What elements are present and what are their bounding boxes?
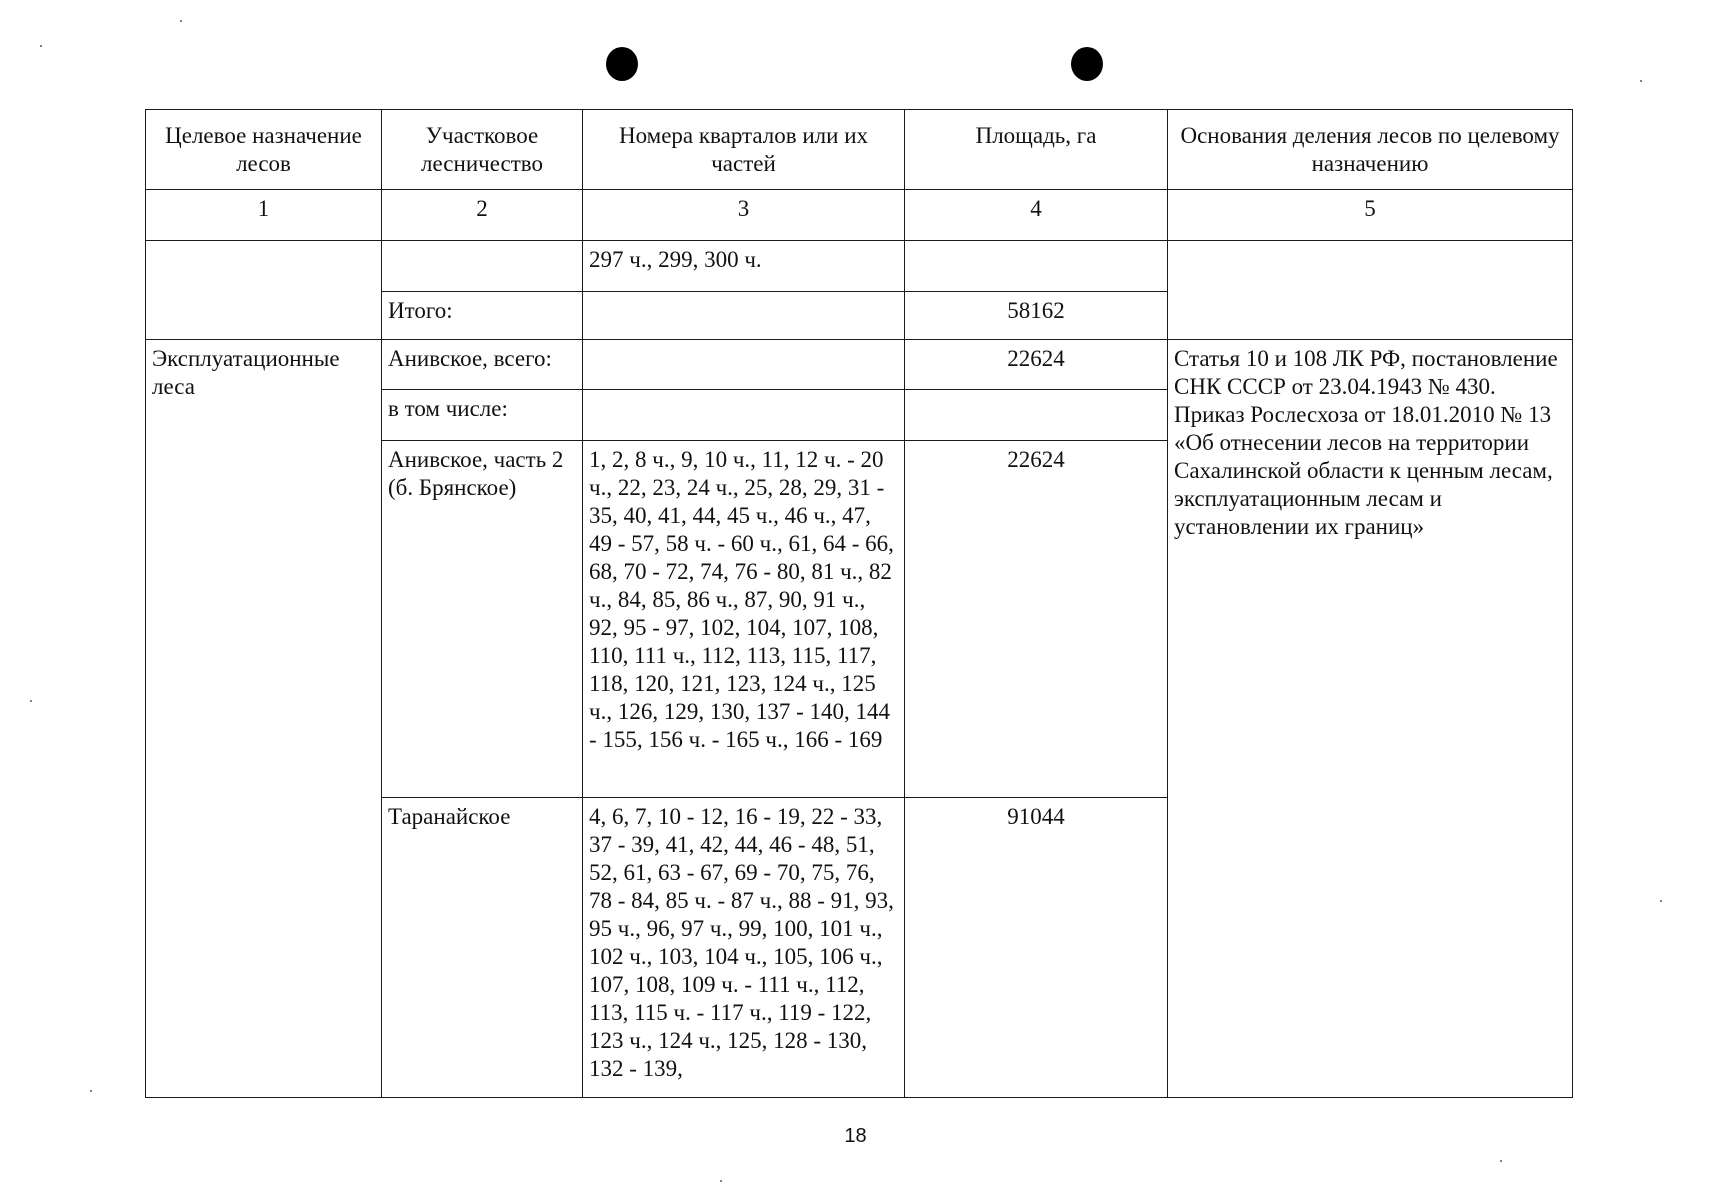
area-cell: 22624 [905,340,1168,390]
scan-speck [1500,1160,1502,1162]
purpose-cell: Эксплуатационные леса [146,340,382,1098]
district-cell: Итого: [382,292,583,340]
district-cell-empty [382,241,583,292]
header-row [146,110,1573,190]
scan-speck [1640,80,1642,82]
column-number: 2 [382,190,583,241]
column-number: 1 [146,190,382,241]
area-cell: 58162 [905,292,1168,340]
page-number: 18 [844,1125,867,1147]
quarters-cell-empty [583,292,905,340]
column-number-row [146,190,1573,241]
scan-speck [30,700,32,702]
table-row [146,340,1573,390]
scan-speck [40,45,42,47]
scan-speck [720,1180,722,1182]
basis-cell: Статья 10 и 108 ЛК РФ, постановление СНК СССР от 23.04.1943 № 430. Приказ Рослесхоза от 18.01.2010 № 13 «Об отнесении лесов на территории Сахалинской области к ценным лесам, эксплуатационным лесам и установлении их границ» [1168,340,1573,1098]
district-cell: в том числе: [382,390,583,441]
quarters-cell: 4, 6, 7, 10 - 12, 16 - 19, 22 - 33, 37 - 39, 41, 42, 44, 46 - 48, 51, 52, 61, 63 - 67, 69 - 70, 75, 76, 78 - 84, 85 ч. - 87 ч., 88 - 91, 93, 95 ч., 96, 97 ч., 99, 100, 101 ч., 102 ч., 103, 104 ч., 105, 106 ч., 107, 108, 109 ч. - 111 ч., 112, 113, 115 ч. - 117 ч., 119 - 122, 123 ч., 124 ч., 125, 128 - 130, 132 - 139, [583,798,905,1098]
area-cell: 91044 [905,798,1168,1098]
header-area: Площадь, га [905,110,1168,190]
area-cell-empty [905,241,1168,292]
quarters-cell-empty [583,340,905,390]
column-number: 4 [905,190,1168,241]
punch-hole-left [606,47,638,81]
column-number: 5 [1168,190,1573,241]
quarters-cell: 1, 2, 8 ч., 9, 10 ч., 11, 12 ч. - 20 ч., 22, 23, 24 ч., 25, 28, 29, 31 - 35, 40, 41, 44, 45 ч., 46 ч., 47, 49 - 57, 58 ч. - 60 ч., 61, 64 - 66, 68, 70 - 72, 74, 76 - 80, 81 ч., 82 ч., 84, 85, 86 ч., 87, 90, 91 ч., 92, 95 - 97, 102, 104, 107, 108, 110, 111 ч., 112, 113, 115, 117, 118, 120, 121, 123, 124 ч., 125 ч., 126, 129, 130, 137 - 140, 144 - 155, 156 ч. - 165 ч., 166 - 169 [583,441,905,798]
district-cell: Анивское, часть 2 (б. Брянское) [382,441,583,798]
scan-speck [90,1090,92,1092]
district-cell: Анивское, всего: [382,340,583,390]
header-quarters: Номера кварталов или их частей [583,110,905,190]
district-cell: Таранайское [382,798,583,1098]
header-purpose: Целевое назначение лесов [146,110,382,190]
purpose-cell-empty [146,241,382,340]
forest-purpose-table [145,109,1573,1098]
scan-speck [180,20,182,22]
quarters-cell: 297 ч., 299, 300 ч. [583,241,905,292]
header-basis: Основания деления лесов по целевому назначению [1168,110,1573,190]
table-row [146,241,1573,292]
column-number: 3 [583,190,905,241]
punch-hole-right [1071,47,1103,81]
quarters-cell-empty [583,390,905,441]
scan-speck [1660,900,1662,902]
basis-cell-empty [1168,241,1573,340]
area-cell-empty [905,390,1168,441]
header-district: Участковое лесничество [382,110,583,190]
area-cell: 22624 [905,441,1168,798]
